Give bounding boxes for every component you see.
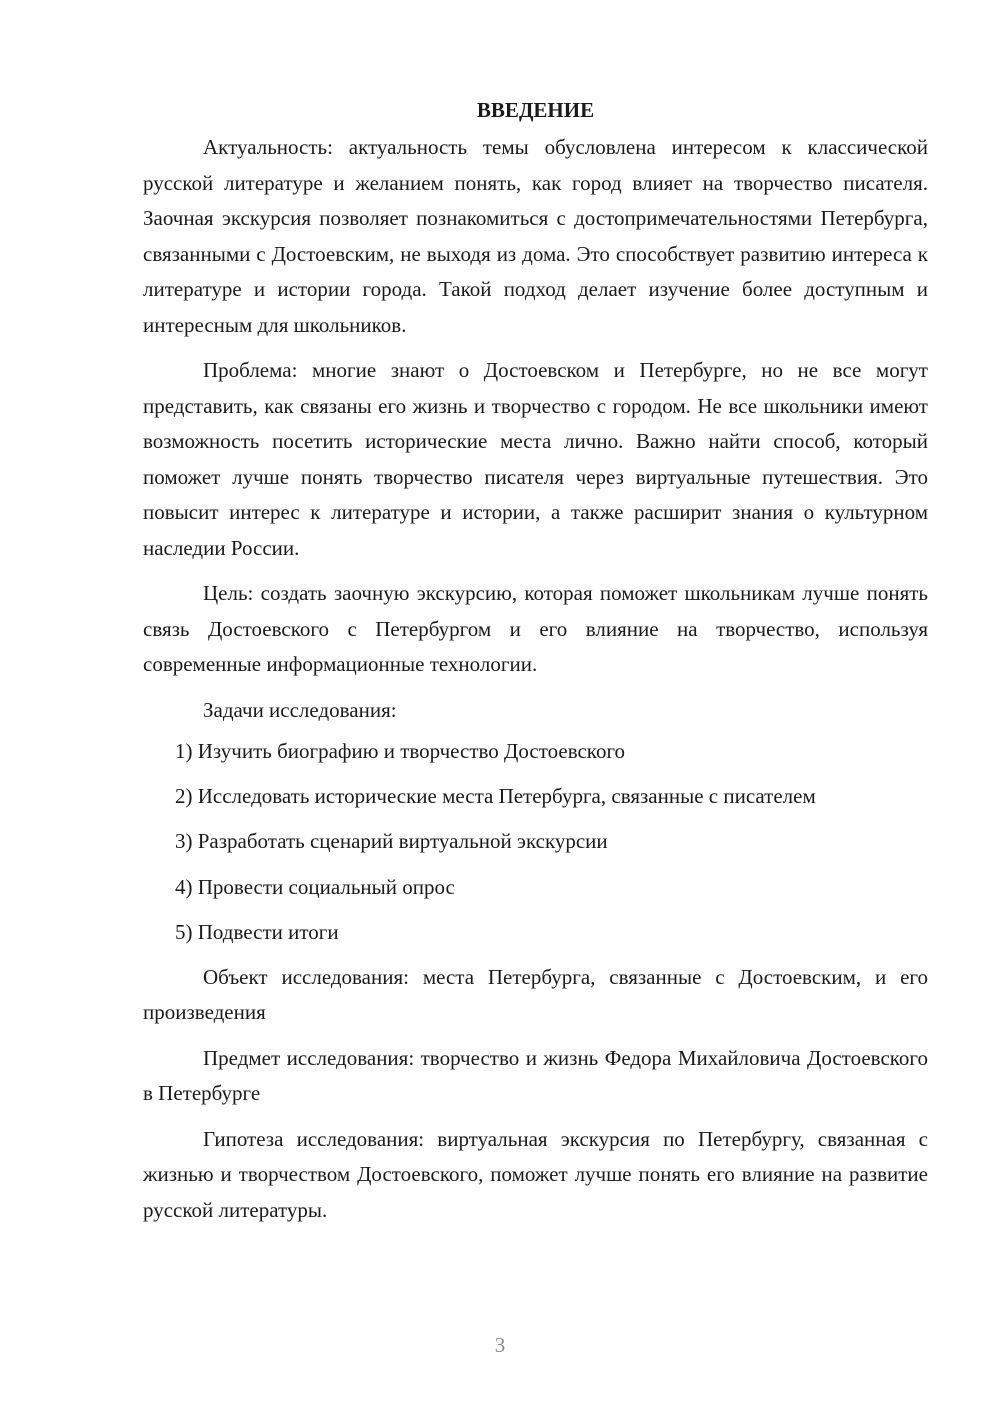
page-number: 3 xyxy=(494,1333,506,1357)
task-item: 2) Исследовать исторические места Петербурга, связанные с писателем xyxy=(175,784,816,809)
tasks-list xyxy=(143,734,928,950)
goal-paragraph: Цель: создать заочную экскурсию, которая поможет школьникам лучше понять связь Достоевского с Петербургом и его влияние на творчество, используя современные информационные технологии. xyxy=(143,581,928,676)
document-page xyxy=(143,95,928,1238)
task-item: 4) Провести социальный опрос xyxy=(175,874,455,899)
task-item: 5) Подвести итоги xyxy=(175,919,339,944)
subject-paragraph: Предмет исследования: творчество и жизнь Федора Михайловича Достоевского в Петербурге xyxy=(143,1045,928,1106)
relevance-paragraph: Актуальность: актуальность темы обусловлена интересом к классической русской литературе и желанием понять, как город влияет на творчество писателя. Заочная экскурсия позволяет познакомиться с достопримечательностями Петербурга, связанными с Достоевским, не выходя из дома. Это способствует развитию интереса к литературе и истории города. Такой подход делает изучение более доступным и интересным для школьников. xyxy=(143,135,928,337)
hypothesis-paragraph: Гипотеза исследования: виртуальная экскурсия по Петербургу, связанная с жизнью и творчеством Достоевского, поможет лучше понять его влияние на развитие русской литературы. xyxy=(143,1126,928,1222)
problem-paragraph: Проблема: многие знают о Достоевском и Петербурге, но не все могут представить, как связаны его жизнь и творчество с городом. Не все школьники имеют возможность посетить исторические места лично. Важно найти способ, который поможет лучше понять творчество писателя через виртуальные путешествия. Это повысит интерес к литературе и истории, а также расширит знания о культурном наследии России. xyxy=(143,358,928,560)
page-title: ВВЕДЕНИЕ xyxy=(476,98,595,122)
task-item: 3) Разработать сценарий виртуальной экскурсии xyxy=(175,829,608,854)
object-paragraph: Объект исследования: места Петербурга, связанные с Достоевским, и его произведения xyxy=(143,964,928,1025)
tasks-heading: Задачи исследования: xyxy=(203,697,397,722)
task-item: 1) Изучить биографию и творчество Достоевского xyxy=(175,739,626,763)
